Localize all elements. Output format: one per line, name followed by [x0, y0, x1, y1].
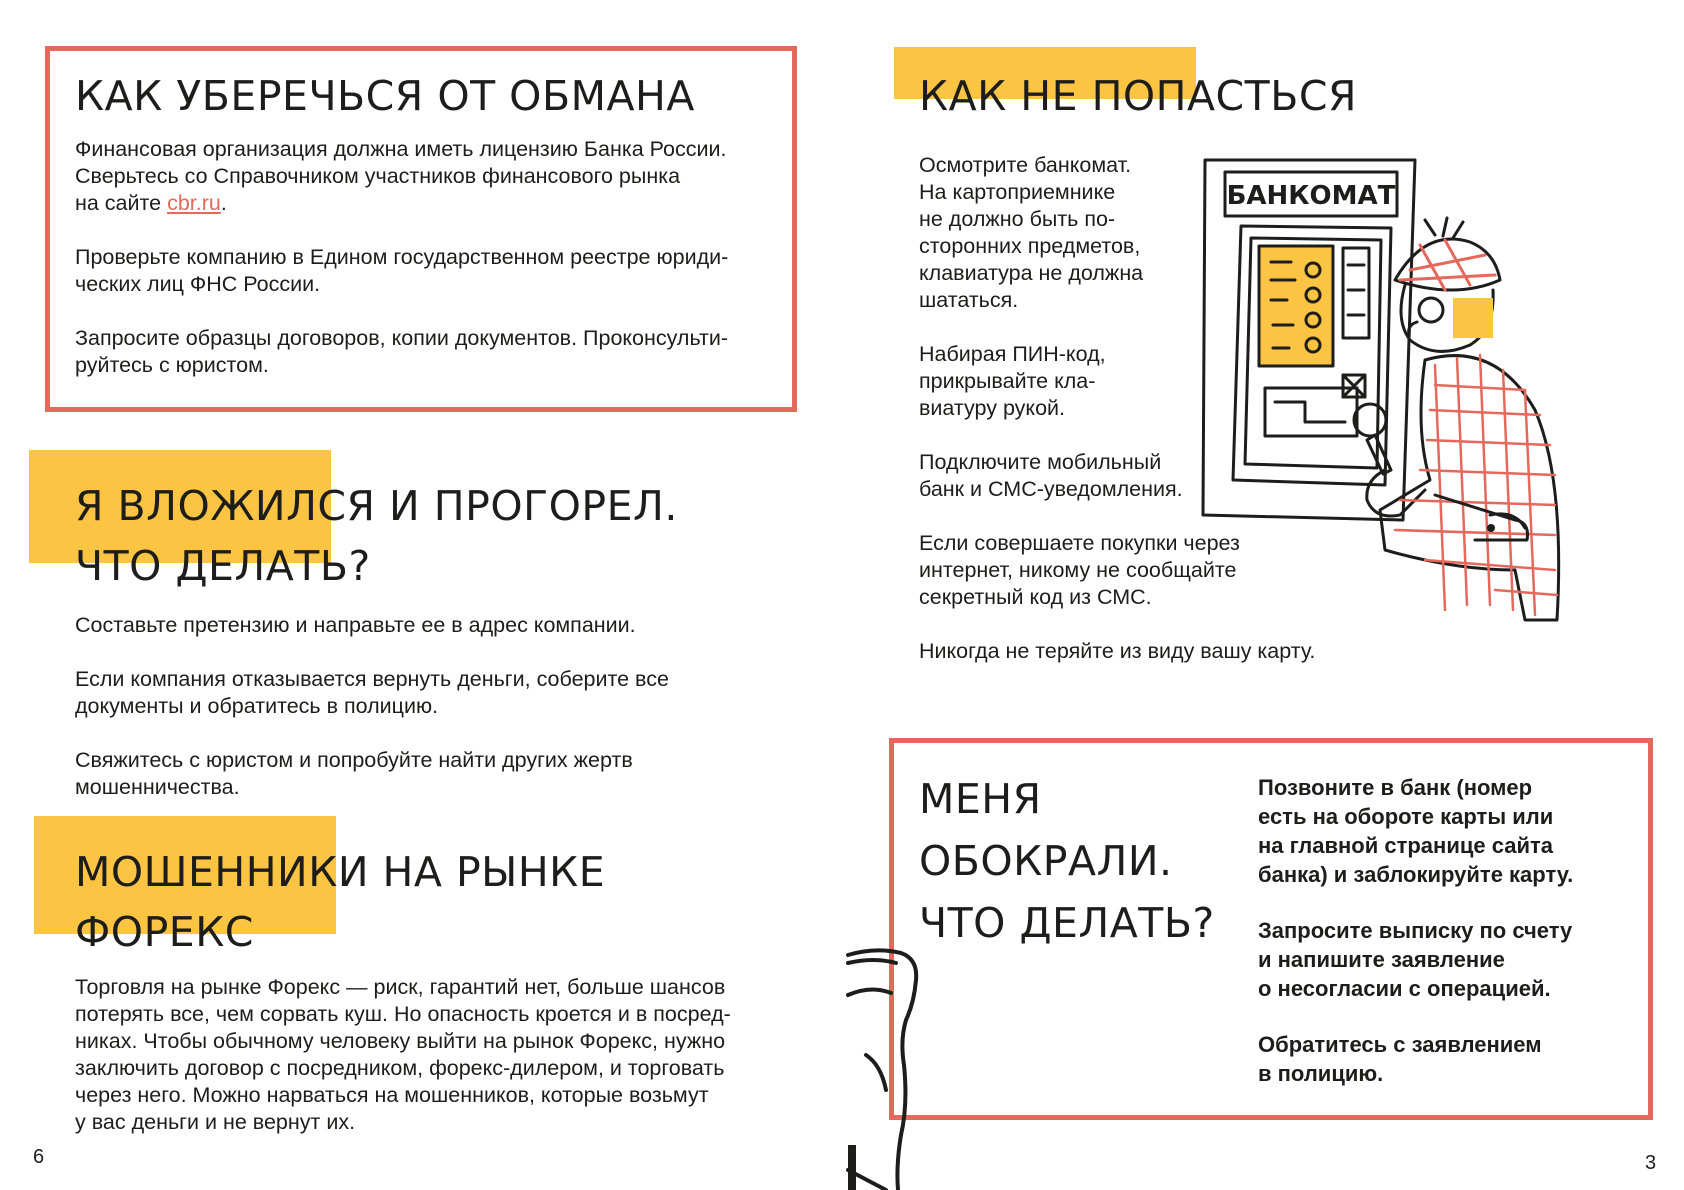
forex-paragraph: Торговля на рынке Форекс — риск, гарантий нет, больше шансов потерять все, чем сорвать куш. Но опасность кроется и в посред- никах. Чтобы обычному человеку выйти на рынок Форекс, нужно заключить договор с посредником, форекс-дилером, и торговать через него. Можно нарваться на мошенников, которые возьмут у вас деньги и не вернут их. [75, 975, 731, 1134]
robbed-title: МЕНЯ ОБОКРАЛИ. ЧТО ДЕЛАТЬ? [919, 775, 1215, 947]
robbed-title-wrap [919, 768, 1219, 954]
atm-card-slot [1343, 248, 1369, 338]
license-text-end: . [220, 191, 227, 215]
license-paragraph [75, 136, 795, 217]
robbed-steps [1258, 773, 1628, 1088]
sms-code-paragraph: Если совершаете покупки через интернет, никому не сообщайте секретный код из СМС. [919, 531, 1240, 609]
statement-paragraph: Запросите выписку по счету и напишите заявление о несогласии с операцией. [1258, 918, 1573, 1001]
police-paragraph: Если компания отказывается вернуть деньги, соберите все документы и обратитесь в полицию. [75, 667, 669, 718]
atm-safety-title: КАК НЕ ПОПАСТЬСЯ [919, 72, 1357, 120]
contracts-paragraph: Запросите образцы договоров, копии документов. Проконсульти- руйтесь с юристом. [75, 326, 728, 377]
atm-screen [1259, 246, 1333, 366]
mobile-bank-paragraph: Подключите мобильный банк и СМС-уведомления. [919, 450, 1183, 501]
lawyer-paragraph: Свяжитесь с юристом и попробуйте найти других жертв мошенничества. [75, 748, 633, 799]
license-text: Финансовая организация должна иметь лицензию Банка России. Сверьтесь со Справочником участников финансового рынка на сайте [75, 137, 727, 215]
scam-protection-title: КАК УБЕРЕЧЬСЯ ОТ ОБМАНА [75, 72, 695, 120]
burned-title: Я ВЛОЖИЛСЯ И ПРОГОРЕЛ. ЧТО ДЕЛАТЬ? [75, 482, 678, 590]
hand-illustration [846, 945, 926, 1190]
burned-section [75, 476, 795, 801]
atm-detective-illustration [1195, 150, 1655, 690]
page-number-right: 3 [1645, 1152, 1657, 1174]
forex-section [75, 842, 795, 1136]
claim-paragraph: Составьте претензию и направьте ее в адрес компании. [75, 613, 636, 637]
scam-protection-section [75, 70, 795, 379]
police-report-paragraph: Обратитесь с заявлением в полицию. [1258, 1032, 1542, 1086]
atm-sign: БАНКОМАТ [1226, 181, 1396, 211]
registry-paragraph: Проверьте компанию в Едином государственном реестре юриди- ческих лиц ФНС России. [75, 245, 729, 296]
cbr-link[interactable]: cbr.ru [167, 191, 221, 215]
pin-paragraph: Набирая ПИН-код, прикрывайте кла- виатуру рукой. [919, 342, 1106, 420]
call-bank-paragraph: Позвоните в банк (номер есть на обороте карты или на главной странице сайта банка) и заблокируйте карту. [1258, 775, 1574, 887]
forex-title: МОШЕННИКИ НА РЫНКЕ ФОРЕКС [75, 848, 606, 956]
card-paragraph: Никогда не теряйте из виду вашу карту. [919, 639, 1316, 663]
page-number-left: 6 [33, 1146, 45, 1168]
inspect-atm-paragraph: Осмотрите банкомат. На картоприемнике не должно быть по- сторонних предметов, клавиатура не должна шататься. [919, 153, 1144, 312]
magnifier-icon [1354, 404, 1386, 436]
